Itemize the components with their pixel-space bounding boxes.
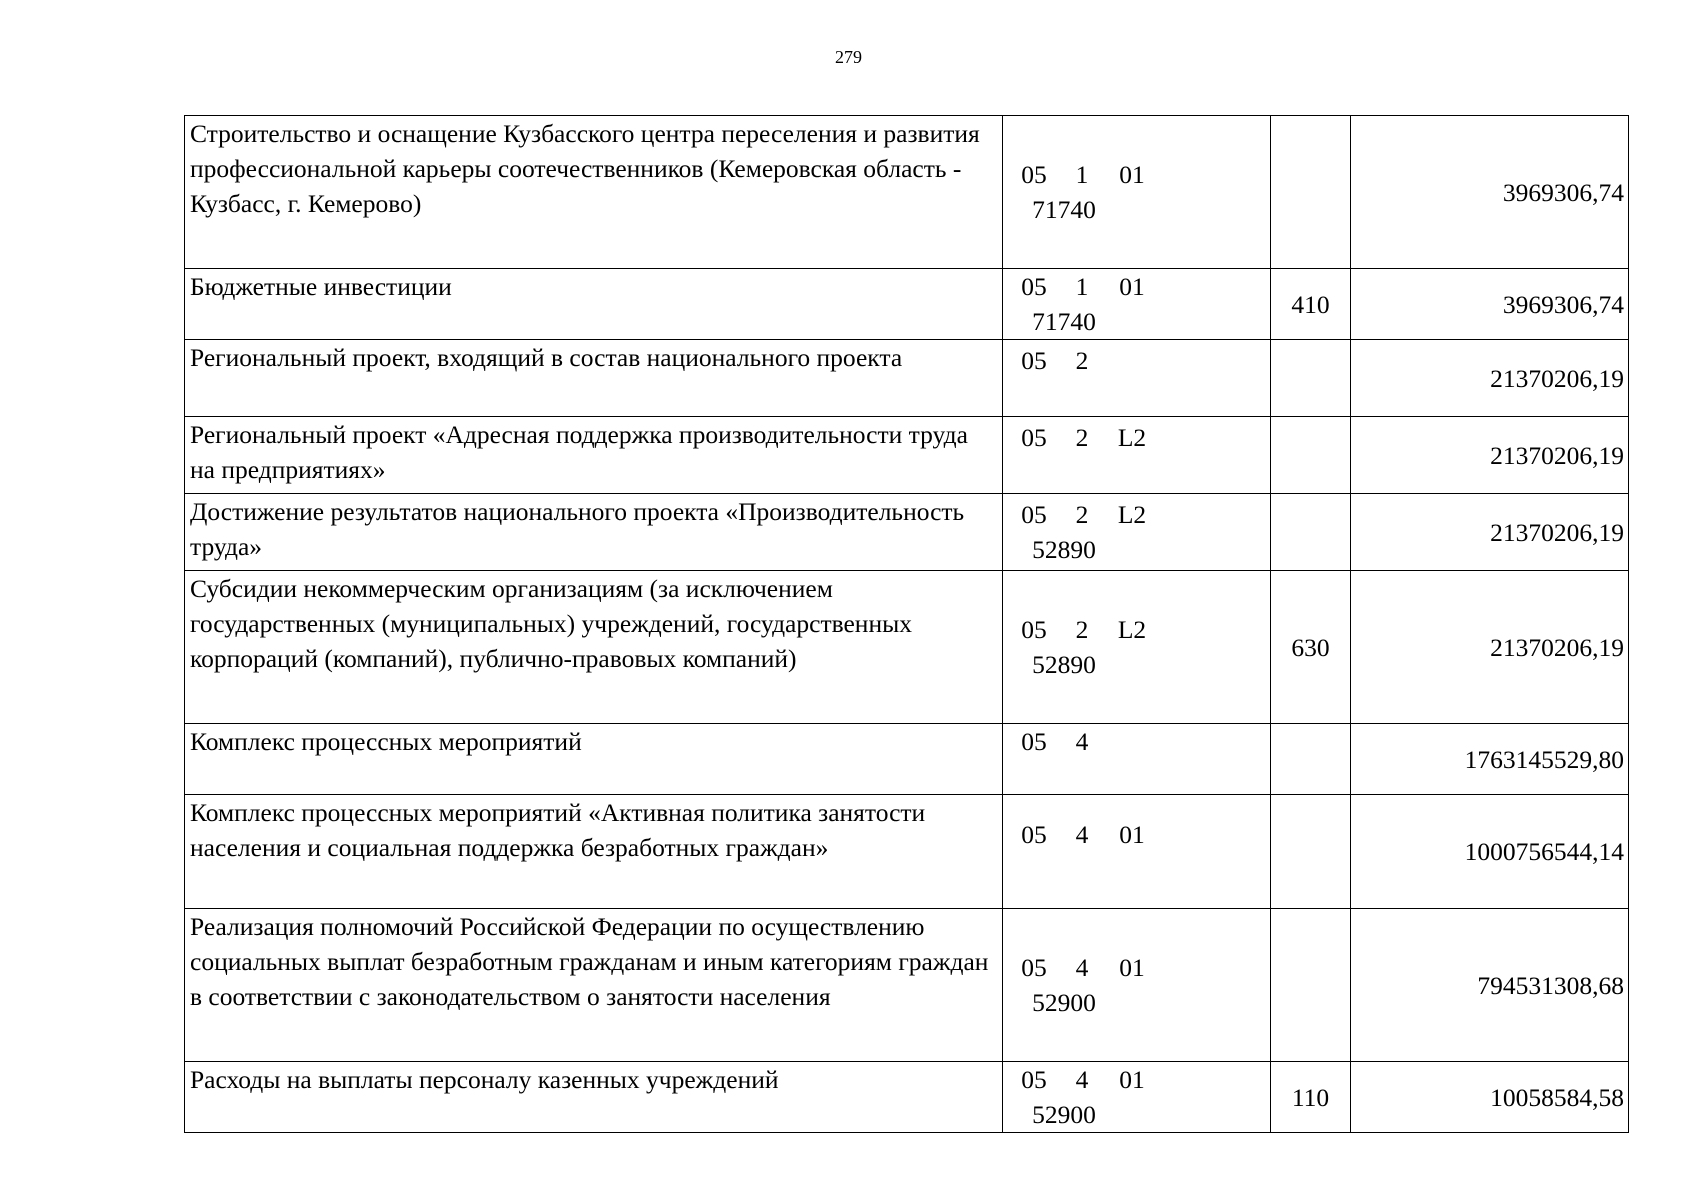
row-name: Региональный проект «Адресная поддержка производительности труда на предприятиях» <box>185 417 1003 494</box>
subprogram-code: 1 <box>1075 272 1089 301</box>
section-code: 05 <box>1021 423 1047 452</box>
subprogram-code: 2 <box>1075 423 1089 452</box>
expense-type-code <box>1271 494 1351 571</box>
row-name: Региональный проект, входящий в состав национального проекта <box>185 340 1003 417</box>
amount: 1000756544,14 <box>1351 795 1629 909</box>
table-row <box>185 269 1629 340</box>
row-codes <box>1003 269 1271 340</box>
section-code: 05 <box>1021 346 1047 375</box>
project-code: 01 <box>1119 1065 1145 1094</box>
amount: 3969306,74 <box>1351 116 1629 269</box>
row-name: Расходы на выплаты персоналу казенных учреждений <box>185 1062 1003 1133</box>
budget-table <box>184 115 1629 1133</box>
section-code: 05 <box>1021 615 1047 644</box>
row-codes <box>1003 1062 1271 1133</box>
amount: 21370206,19 <box>1351 571 1629 724</box>
row-codes <box>1003 571 1271 724</box>
page-number: 279 <box>835 47 862 67</box>
section-code: 05 <box>1021 1065 1047 1094</box>
row-codes <box>1003 909 1271 1062</box>
table-row <box>185 340 1629 417</box>
subprogram-code: 4 <box>1075 953 1089 982</box>
table-row <box>185 795 1629 909</box>
section-code: 05 <box>1021 953 1047 982</box>
amount: 3969306,74 <box>1351 269 1629 340</box>
subprogram-code: 1 <box>1075 160 1089 189</box>
subprogram-code: 2 <box>1075 500 1089 529</box>
table-row <box>185 494 1629 571</box>
expense-type-code <box>1271 340 1351 417</box>
expense-type-code: 630 <box>1271 571 1351 724</box>
table-row <box>185 417 1629 494</box>
row-name: Субсидии некоммерческим организациям (за исключением государственных (муниципальных) учреждений, государственных корпораций (компаний), публично-правовых компаний) <box>185 571 1003 724</box>
amount: 21370206,19 <box>1351 417 1629 494</box>
project-code: L2 <box>1117 500 1147 529</box>
expense-type-code <box>1271 909 1351 1062</box>
amount: 794531308,68 <box>1351 909 1629 1062</box>
row-codes <box>1003 340 1271 417</box>
row-codes <box>1003 795 1271 909</box>
row-codes <box>1003 417 1271 494</box>
amount: 21370206,19 <box>1351 494 1629 571</box>
row-name: Достижение результатов национального проекта «Производительность труда» <box>185 494 1003 571</box>
amount: 10058584,58 <box>1351 1062 1629 1133</box>
project-code: 01 <box>1119 160 1145 189</box>
direction-code: 52890 <box>1032 535 1096 564</box>
subprogram-code: 4 <box>1075 1065 1089 1094</box>
expense-type-code <box>1271 795 1351 909</box>
table-row <box>185 571 1629 724</box>
direction-code: 71740 <box>1032 307 1096 336</box>
subprogram-code: 2 <box>1075 346 1089 375</box>
project-code: L2 <box>1117 615 1147 644</box>
section-code: 05 <box>1021 500 1047 529</box>
table-row <box>185 909 1629 1062</box>
expense-type-code: 110 <box>1271 1062 1351 1133</box>
subprogram-code: 4 <box>1075 819 1089 849</box>
table-row <box>185 1062 1629 1133</box>
direction-code: 52890 <box>1032 650 1096 679</box>
table-row <box>185 724 1629 795</box>
amount: 1763145529,80 <box>1351 724 1629 795</box>
row-name: Строительство и оснащение Кузбасского центра переселения и развития профессиональной карьеры соотечественников (Кемеровская область - Кузбасс, г. Кемерово) <box>185 116 1003 269</box>
project-code: 01 <box>1119 819 1145 849</box>
row-name: Комплекс процессных мероприятий <box>185 724 1003 795</box>
direction-code: 52900 <box>1032 988 1096 1017</box>
section-code: 05 <box>1021 160 1047 189</box>
expense-type-code <box>1271 116 1351 269</box>
amount: 21370206,19 <box>1351 340 1629 417</box>
section-code: 05 <box>1021 272 1047 301</box>
expense-type-code <box>1271 724 1351 795</box>
row-codes <box>1003 494 1271 571</box>
subprogram-code: 2 <box>1075 615 1089 644</box>
project-code: L2 <box>1117 423 1147 452</box>
subprogram-code: 4 <box>1075 727 1089 756</box>
project-code: 01 <box>1119 953 1145 982</box>
section-code: 05 <box>1021 819 1047 849</box>
expense-type-code: 410 <box>1271 269 1351 340</box>
row-codes <box>1003 116 1271 269</box>
direction-code: 71740 <box>1032 195 1096 224</box>
row-name: Бюджетные инвестиции <box>185 269 1003 340</box>
expense-type-code <box>1271 417 1351 494</box>
section-code: 05 <box>1021 727 1047 756</box>
direction-code: 52900 <box>1032 1100 1096 1129</box>
row-codes <box>1003 724 1271 795</box>
project-code: 01 <box>1119 272 1145 301</box>
row-name: Комплекс процессных мероприятий «Активная политика занятости населения и социальная поддержка безработных граждан» <box>185 795 1003 909</box>
table-row <box>185 116 1629 269</box>
row-name: Реализация полномочий Российской Федерации по осуществлению социальных выплат безработным гражданам и иным категориям граждан в соответствии с законодательством о занятости населения <box>185 909 1003 1062</box>
